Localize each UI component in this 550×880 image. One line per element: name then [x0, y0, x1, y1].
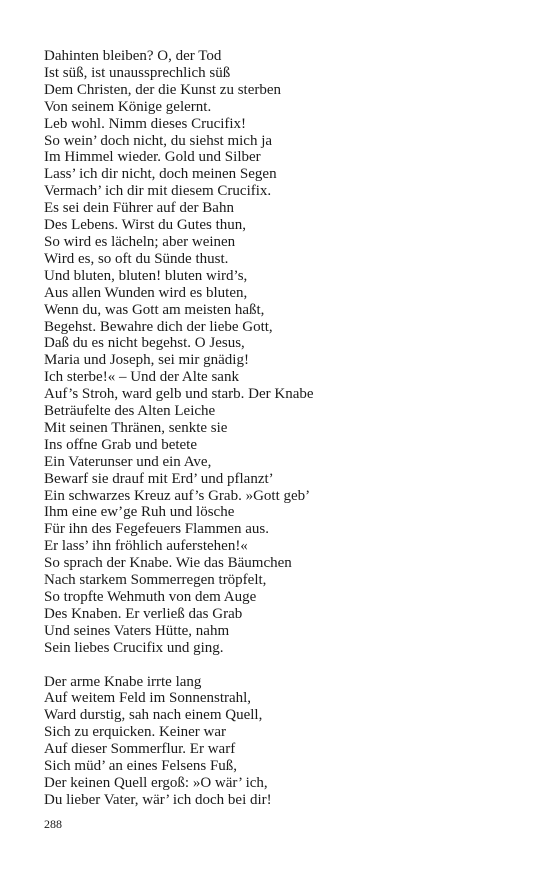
- verse-line: Der arme Knabe irrte lang: [44, 673, 202, 690]
- verse-line: Vermach’ ich dir mit diesem Crucifix.: [44, 183, 272, 200]
- verse-line: Dem Christen, der die Kunst zu sterben: [44, 81, 282, 98]
- verse-line: Von seinem Könige gelernt.: [44, 98, 212, 115]
- verse-line: Leb wohl. Nimm dieses Crucifix!: [44, 115, 247, 132]
- verse-line: Maria und Joseph, sei mir gnädig!: [44, 352, 249, 369]
- verse-line: Aus allen Wunden wird es bluten,: [44, 284, 248, 301]
- verse-line: Auf weitem Feld im Sonnenstrahl,: [44, 690, 252, 707]
- verse-line: Mit seinen Thränen, senkte sie: [44, 419, 228, 436]
- stanza-1: [44, 48, 524, 657]
- verse-line: Ihm eine ew’ge Ruh und lösche: [44, 504, 235, 521]
- page-number: 288: [44, 817, 62, 831]
- verse-line: Wird es, so oft du Sünde thust.: [44, 250, 229, 267]
- verse-line: Beträufelte des Alten Leiche: [44, 403, 216, 420]
- verse-line: Auf dieser Sommerflur. Er warf: [44, 741, 236, 758]
- verse-line: Und seines Vaters Hütte, nahm: [44, 622, 230, 639]
- verse-line: Des Lebens. Wirst du Gutes thun,: [44, 217, 247, 234]
- verse-line: Er lass’ ihn fröhlich auferstehen!«: [44, 538, 248, 555]
- verse-line: Du lieber Vater, wär’ ich doch bei dir!: [44, 791, 272, 808]
- verse-line: Ins offne Grab und betete: [44, 436, 198, 453]
- verse-line: Sich zu erquicken. Keiner war: [44, 724, 227, 741]
- verse-line: Sein liebes Crucifix und ging.: [44, 639, 224, 656]
- verse-line: Wenn du, was Gott am meisten haßt,: [44, 301, 265, 318]
- verse-line: Und bluten, bluten! bluten wird’s,: [44, 267, 248, 284]
- verse-line: Der keinen Quell ergoß: »O wär’ ich,: [44, 774, 268, 791]
- verse-line: Auf’s Stroh, ward gelb und starb. Der Knabe: [44, 386, 314, 403]
- verse-line: Ist süß, ist unaussprechlich süß: [44, 64, 231, 81]
- verse-line: Für ihn des Fegefeuers Flammen aus.: [44, 521, 269, 538]
- poem-text: [44, 48, 524, 809]
- verse-line: Bewarf sie drauf mit Erd’ und pflanzt’: [44, 470, 274, 487]
- verse-line: Ich sterbe!« – Und der Alte sank: [44, 369, 239, 386]
- verse-line: So wird es lächeln; aber weinen: [44, 233, 236, 250]
- verse-line: So tropfte Wehmuth von dem Auge: [44, 589, 257, 605]
- verse-line: Ward durstig, sah nach einem Quell,: [44, 707, 263, 724]
- verse-line: Lass’ ich dir nicht, doch meinen Segen: [44, 166, 277, 183]
- verse-line: Ein schwarzes Kreuz auf’s Grab. »Gott geb’: [44, 487, 311, 504]
- verse-line: Sich müd’ an eines Felsens Fuß,: [44, 758, 238, 775]
- verse-line: Dahinten bleiben? O, der Tod: [44, 48, 222, 64]
- verse-line: Des Knaben. Er verließ das Grab: [44, 605, 243, 622]
- verse-line: Begehst. Bewahre dich der liebe Gott,: [44, 318, 273, 335]
- stanza-2: [44, 674, 524, 809]
- verse-line: Es sei dein Führer auf der Bahn: [44, 200, 234, 217]
- verse-line: Daß du es nicht begehst. O Jesus,: [44, 335, 245, 352]
- verse-line: So wein’ doch nicht, du siehst mich ja: [44, 132, 273, 149]
- verse-line: Ein Vaterunser und ein Ave,: [44, 453, 212, 470]
- verse-line: Nach starkem Sommerregen tröpfelt,: [44, 572, 267, 589]
- verse-line: Im Himmel wieder. Gold und Silber: [44, 149, 261, 166]
- verse-line: So sprach der Knabe. Wie das Bäumchen: [44, 555, 292, 572]
